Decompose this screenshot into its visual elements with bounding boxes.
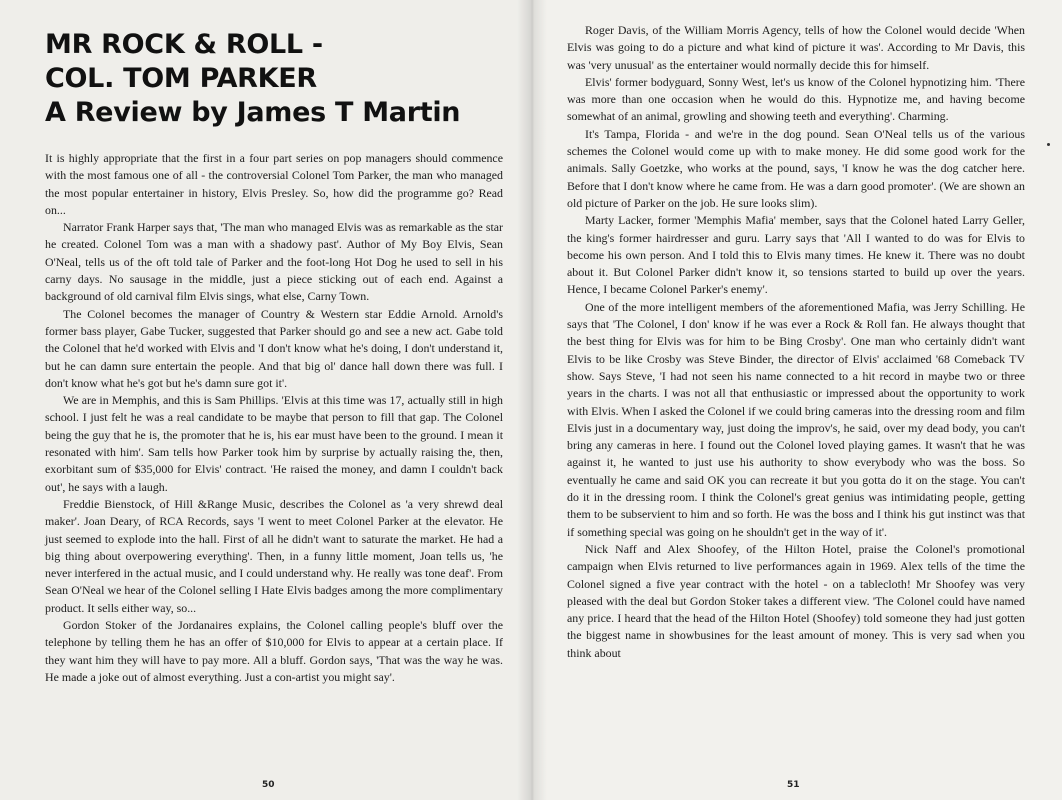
paragraph: Freddie Bienstock, of Hill &Range Music, describes the Colonel as 'a very shrewd deal maker'. Joan Deary, of RCA Records, says 'I went to meet Colonel Parker at the elevator. He just seemed to explode into the hall. First of all he didn't want to saturate the market. He had a big thing about overpowering everything'. Then, in a funny little moment, Joan tells us, 'he never interfered in the actual music, and I could understand why. He really was tone deaf'. From Sean O'Neal we hear of the Colonel selling I Hate Elvis badges among the more complimentary product. It sells either way, so... xyxy=(45,496,503,615)
paragraph: Gordon Stoker of the Jordanaires explains, the Colonel calling people's bluff over the telephone by telling them he has an offer of $10,000 for Elvis to appear at a certain place. If they want him they will have to pay more. All a bluff. Gordon says, 'That was the way he was. He made a joke out of almost everything. Just a con-artist you might say'. xyxy=(45,618,503,684)
page-number-left: 50 xyxy=(262,780,275,790)
paragraph: Roger Davis, of the William Morris Agency, tells of how the Colonel would decide 'When Elvis was going to do a picture and what kind of picture it was'. According to Mr Davis, this was 'very unusual' as the entertainer would normally decide this for himself. xyxy=(567,23,1025,72)
paragraph: Nick Naff and Alex Shoofey, of the Hilton Hotel, praise the Colonel's promotional campaign when Elvis returned to live performances again in 1969. Alex tells of the time the Colonel signed a five year contract with the hotel - on a tablecloth! Mr Shoofey was very pleased with the deal but Gordon Stoker takes a different view. 'The Colonel could have named any price. I heard that the head of the Hilton Hotel (Shoofey) told someone they had just gotten the biggest name in showbusines for the least amount of money. This is very sad when you think about xyxy=(567,541,1025,660)
right-page xyxy=(531,0,1062,800)
paragraph: The Colonel becomes the manager of Country & Western star Eddie Arnold. Arnold's former bass player, Gabe Tucker, suggested that Parker should go and see a new act. Gabe told the Colonel that he'd worked with Elvis and 'I don't know what he's doing, I don't understand it, but he can damn sure entertain the people. And that big ol' dance hall down there was full. I don't know what he's got but he's damn sure got it'. xyxy=(45,306,503,390)
article-title xyxy=(45,28,503,130)
right-page-body xyxy=(567,22,1025,662)
title-line-3: A Review by James T Martin xyxy=(45,97,461,128)
page-number-right: 51 xyxy=(787,780,800,790)
paragraph: We are in Memphis, and this is Sam Phillips. 'Elvis at this time was 17, actually still in high school. I just felt he was a real candidate to be maybe that person to fill that gap. The Colonel being the guy that he is, the promoter that he is, his ear must have been to the ground. I mean it resonated with him'. Sam tells how Parker took him by surprise by actually raising the, then, exorbitant sum of $35,000 for Elvis' contract. 'He raised the money, and damn I couldn't back out', he says with a laugh. xyxy=(45,393,503,494)
paragraph: Elvis' former bodyguard, Sonny West, let's us know of the Colonel hypnotizing him. 'There was more than one occasion when he would do this. Hypnotize me, and having become somewhat of an animal, growling and showing teeth and everything'. Charming. xyxy=(567,74,1025,124)
paragraph: Narrator Frank Harper says that, 'The man who managed Elvis was as remarkable as the star he created. Colonel Tom was a man with a shadowy past'. Author of My Boy Elvis, Sean O'Neal, tells us of the oft told tale of Parker and the foot-long Hot Dog he used to sell in his carny days. No sausage in the middle, just a piece sticking out of each end. Against a background of old carnival film Elvis sings, what else, Carny Town. xyxy=(45,220,503,304)
paragraph: It's Tampa, Florida - and we're in the dog pound. Sean O'Neal tells us of the various schemes the Colonel would come up with to make money. He did some good work for the animals. Sally Goetzke, who works at the pound, says, 'I know he was the dog catcher here. Before that I don't know where he came from. He was a darn good promoter'. (We are shown an old picture of Parker on the job. He sure looks slim). xyxy=(567,126,1025,210)
print-speck xyxy=(1047,143,1050,146)
title-line-1: MR ROCK & ROLL - xyxy=(45,29,323,60)
paragraph: One of the more intelligent members of the aforementioned Mafia, was Jerry Schilling. He says that 'The Colonel, I don' know if he was ever a Rock & Roll fan. He always thought that the best thing for Elvis was for him to be Bing Crosby'. One man who certainly didn't want Elvis to be like Crosby was Steve Binder, the director of Elvis' acclaimed '68 Comeback TV show. Says Steve, 'I had not seen his name connected to a hit record in maybe two or three years in the charts. I was not all that enthusiastic or impressed about the opportunity to work with Elvis. When I asked the Colonel if we could bring cameras into the dressing room and film Elvis just in a documentary way, just doing the improv's, he said, over my dead body, you can't bring any cameras in here. I found out the Colonel loved playing games. It wasn't that he was against it, he wanted to just use his authority to show everybody who was the boss. So eventually he came and said OK you can recreate it but you gotta do it on the stage. You can't do it in the dressing room. I think the Colonel's great genius was intimidating people, getting them to be subservient to him and so forth. He was the boss and I think his gut instinct was that if something special was going on he shouldn't get in the way of it'. xyxy=(567,299,1025,539)
paragraph: It is highly appropriate that the first in a four part series on pop managers should commence with the most famous one of all - the controversial Colonel Tom Parker, the man who managed the most popular entertainer in history, Elvis Presley. So, how did the programme go? Read on... xyxy=(45,151,503,217)
left-page-body xyxy=(45,150,503,686)
title-line-2: COL. TOM PARKER xyxy=(45,63,317,94)
paragraph: Marty Lacker, former 'Memphis Mafia' member, says that the Colonel hated Larry Geller, the king's former hairdresser and guru. Larry says that 'All I wanted to do was for Elvis to become his own person. And I told this to Elvis many times. He knew it. There was no doubt about it. But Colonel Parker didn't know it, so tensions started to build up over the years. Hence, I became Colonel Parker's enemy'. xyxy=(567,213,1025,297)
